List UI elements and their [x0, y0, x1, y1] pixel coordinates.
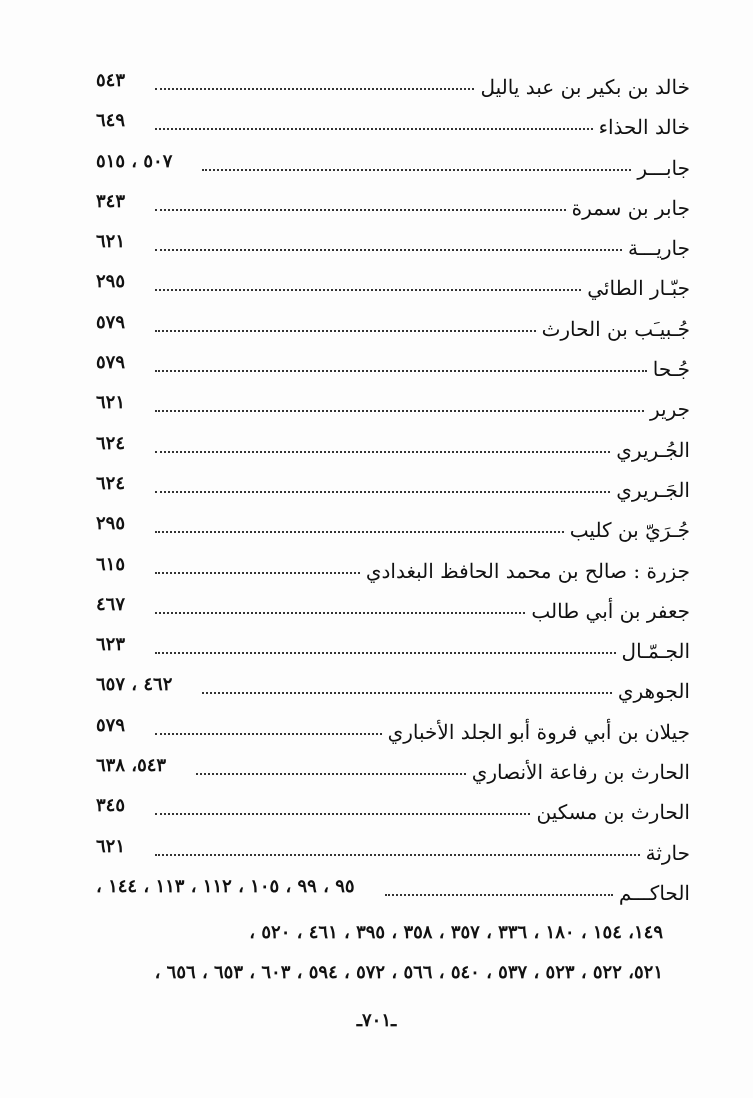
entry-name: الجُـريري [616, 437, 690, 462]
entry-pages: ٣٤٥ [96, 795, 126, 817]
index-entry [96, 590, 690, 630]
entry-pages: ٦٤٩ [96, 110, 126, 132]
dot-leader [155, 451, 610, 453]
entry-name: الجـمّـال [621, 639, 690, 664]
dot-leader [155, 289, 581, 291]
index-entry [96, 550, 690, 590]
index-entry [96, 267, 690, 307]
entry-name: جابر بن سمرة [571, 195, 690, 220]
entry-pages: ٦٢٤ [96, 472, 126, 494]
index-entry [96, 872, 690, 912]
entry-name: الجَـريري [616, 477, 690, 502]
entry-name: جُـبيـَب بن الحارث [541, 316, 690, 341]
index-entry [96, 388, 690, 428]
dot-leader [202, 692, 612, 694]
entry-pages: ٣٤٣ [96, 190, 126, 212]
dot-leader [155, 491, 610, 493]
continuation-line: ٥٢١، ٥٢٢ ، ٥٢٣ ، ٥٣٧ ، ٥٤٠ ، ٥٦٦ ، ٥٧٢ ، ٥٩٤ ، ٦٠٣ ، ٦٥٣ ، ٦٥٦ ، [154, 962, 663, 983]
entry-pages: ٩٥ ، ٩٩ ، ١٠٥ ، ١١٢ ، ١١٣ ، ١٤٤ ، [96, 875, 355, 897]
dot-leader [155, 612, 525, 614]
entry-pages: ٢٩٥ [96, 271, 126, 293]
continuation-line: ١٤٩، ١٥٤ ، ١٨٠ ، ٣٣٦ ، ٣٥٧ ، ٣٥٨ ، ٣٩٥ ، ٤٦١ ، ٥٢٠ ، [249, 922, 663, 943]
dot-leader [155, 88, 474, 90]
index-entry [96, 791, 690, 831]
entry-pages: ٢٩٥ [96, 513, 126, 535]
index-entry [96, 751, 690, 791]
entry-name: جبّـار الطائي [587, 276, 690, 301]
entry-name: حارثة [645, 840, 690, 865]
entry-name: الجوهري [617, 679, 690, 704]
dot-leader [155, 209, 566, 211]
dot-leader [155, 652, 616, 654]
index-entry [96, 308, 690, 348]
entry-name: جابـــر [637, 155, 690, 180]
dot-leader [155, 370, 647, 372]
index-entry [96, 711, 690, 751]
index-entry [96, 509, 690, 549]
entry-name: خالد بن بكير بن عبد ياليل [480, 75, 690, 99]
entry-pages: ٥٠٧ ، ٥١٥ [96, 150, 173, 172]
entry-pages: ٦١٥ [96, 553, 126, 575]
dot-leader [155, 733, 382, 735]
dot-leader [155, 572, 360, 574]
index-entry [96, 469, 690, 509]
dot-leader [155, 410, 644, 412]
entry-pages: ٥٧٩ [96, 714, 126, 736]
dot-leader [155, 854, 640, 856]
entry-pages: ٤٦٧ [96, 593, 126, 615]
entry-pages: ٤٦٢ ، ٦٥٧ [96, 674, 173, 696]
index-entry [96, 348, 690, 388]
index-entries [96, 66, 690, 912]
index-entry [96, 147, 690, 187]
entry-pages: ٥٤٣، ٦٣٨ [96, 755, 167, 777]
dot-leader [155, 813, 530, 815]
entry-name: جزرة : صالح بن محمد الحافظ البغدادي [365, 558, 690, 583]
entry-name: جُـحا [652, 357, 690, 382]
page-number: ـ٧٠١ـ [356, 1010, 397, 1031]
dot-leader [202, 169, 631, 171]
entry-name: جعفر بن أبي طالب [531, 598, 690, 623]
dot-leader [196, 773, 466, 775]
entry-pages: ٦٢١ [96, 392, 126, 414]
index-entry [96, 106, 690, 146]
entry-pages: ٦٢٣ [96, 634, 126, 656]
entry-pages: ٥٤٣ [96, 70, 126, 91]
index-entry [96, 670, 690, 710]
entry-pages: ٥٧٩ [96, 352, 126, 374]
entry-name: جيلان بن أبي فروة أبو الجلد الأخباري [387, 719, 690, 744]
entry-name: جُـرَيّ بن كليب [569, 518, 690, 543]
index-entry [96, 832, 690, 872]
entry-name: الحارث بن رفاعة الأنصاري [471, 760, 690, 785]
entry-pages: ٥٧٩ [96, 311, 126, 333]
entry-name: الحاكـــم [618, 880, 690, 905]
entry-name: جاريـــة [628, 236, 690, 261]
dot-leader [385, 894, 613, 896]
dot-leader [155, 249, 622, 251]
index-entry [96, 227, 690, 267]
entry-pages: ٦٢٤ [96, 432, 126, 454]
dot-leader [155, 330, 536, 332]
index-entry [96, 187, 690, 227]
index-entry [96, 66, 690, 106]
index-entry [96, 630, 690, 670]
dot-leader [155, 128, 593, 130]
dot-leader [155, 531, 564, 533]
entry-name: جرير [650, 397, 690, 422]
entry-name: الحارث بن مسكين [536, 800, 690, 825]
entry-pages: ٦٢١ [96, 835, 126, 857]
entry-name: خالد الحذاء [598, 115, 690, 140]
entry-pages: ٦٢١ [96, 231, 126, 253]
index-entry [96, 429, 690, 469]
